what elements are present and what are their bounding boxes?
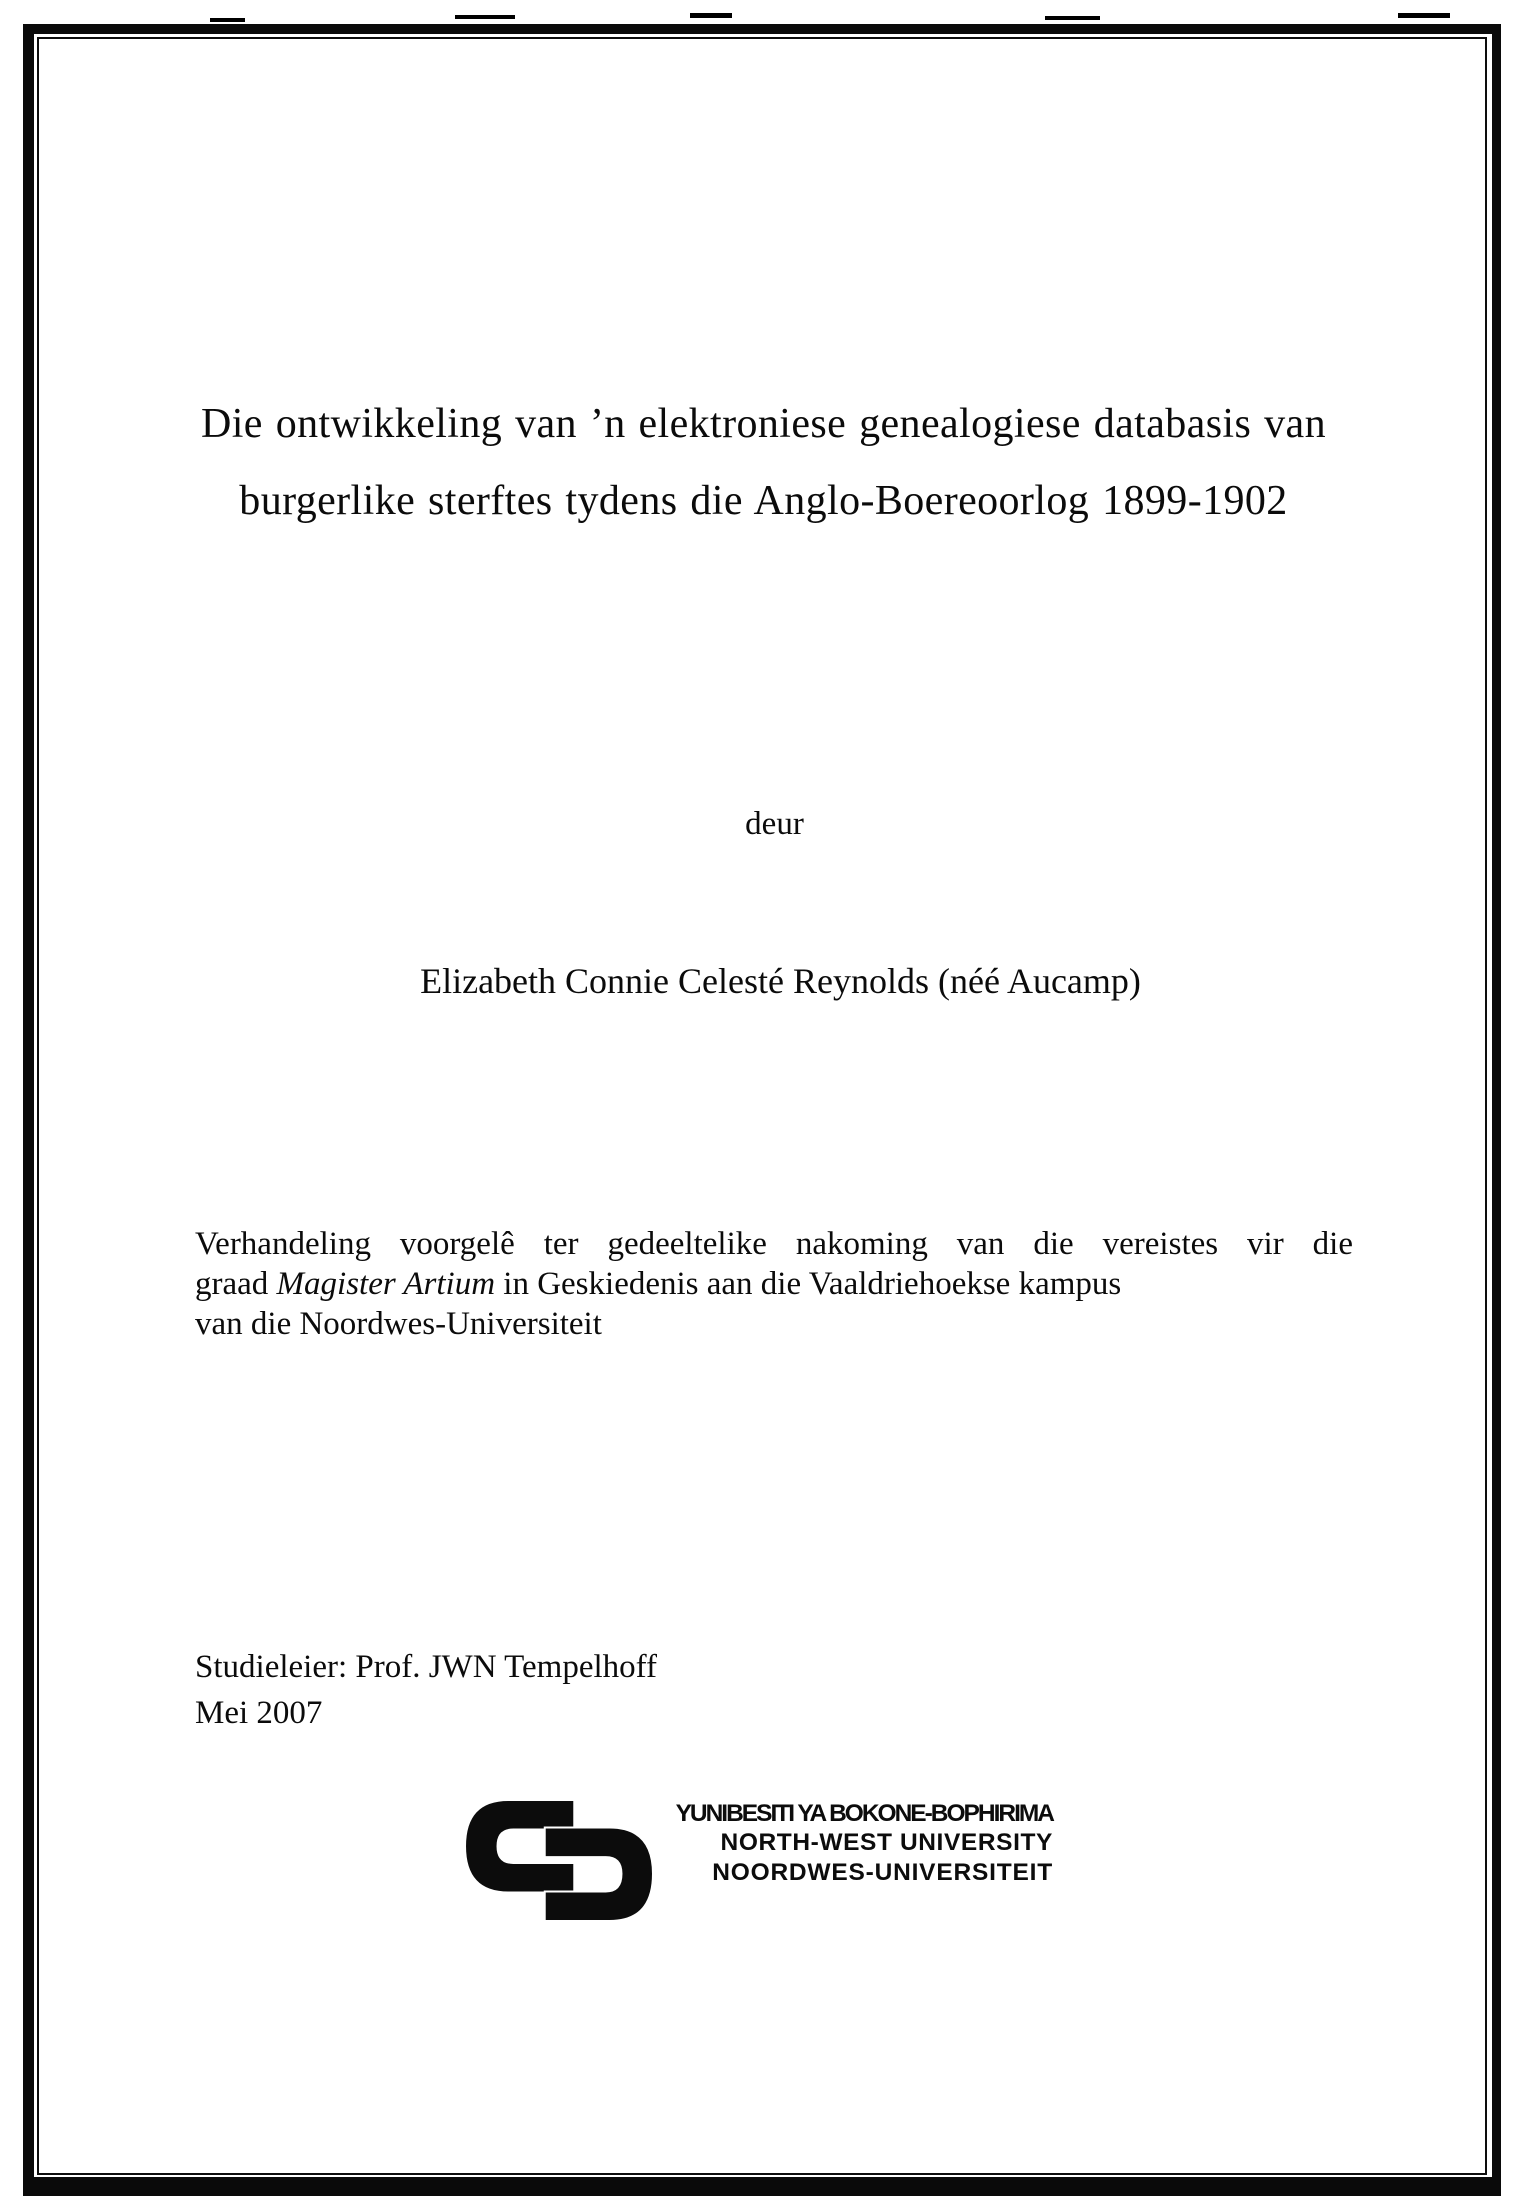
thesis-title [60,386,1467,540]
supervisor-line: Studieleier: Prof. JWN Tempelhoff [195,1649,658,1685]
degree-title-italic: Magister Artium [276,1266,496,1302]
thesis-title-line1: Die ontwikkeling van ’n elektroniese genealogiese databasis van [200,401,1326,447]
scan-artifact [455,15,515,19]
university-name-setswana: YUNIBESITI YA BOKONE-BOPHIRIMA [675,1800,1053,1827]
degree-statement-line2 [195,1264,1353,1304]
scan-artifact [210,18,245,22]
university-name-block [553,1799,1053,1887]
degree-statement-line3: van die Noordwes-Universiteit [195,1306,602,1342]
thesis-title-line2: burgerlike sterftes tydens die Anglo-Boereoorlog 1899-1902 [239,478,1288,524]
degree-statement [195,1224,1353,1344]
supervisor-block [195,1644,1095,1736]
degree-statement-line2-pre: graad [195,1266,277,1302]
degree-statement-line2-post: in Geskiedenis aan die Vaaldriehoekse kampus [495,1266,1122,1302]
scan-artifact [1045,16,1100,20]
scan-artifact [1398,13,1450,18]
author-name: Elizabeth Connie Celesté Reynolds (néé Aucamp) [420,961,1141,1001]
university-name-afrikaans: NOORDWES-UNIVERSITEIT [712,1858,1053,1886]
university-name-english: NORTH-WEST UNIVERSITY [720,1829,1053,1857]
byline-label: deur [745,806,804,842]
scan-artifact [690,13,732,18]
date-line: Mei 2007 [195,1695,323,1731]
degree-statement-line1: Verhandeling voorgelê ter gedeeltelike nakoming van die vereistes vir die [195,1226,1353,1262]
